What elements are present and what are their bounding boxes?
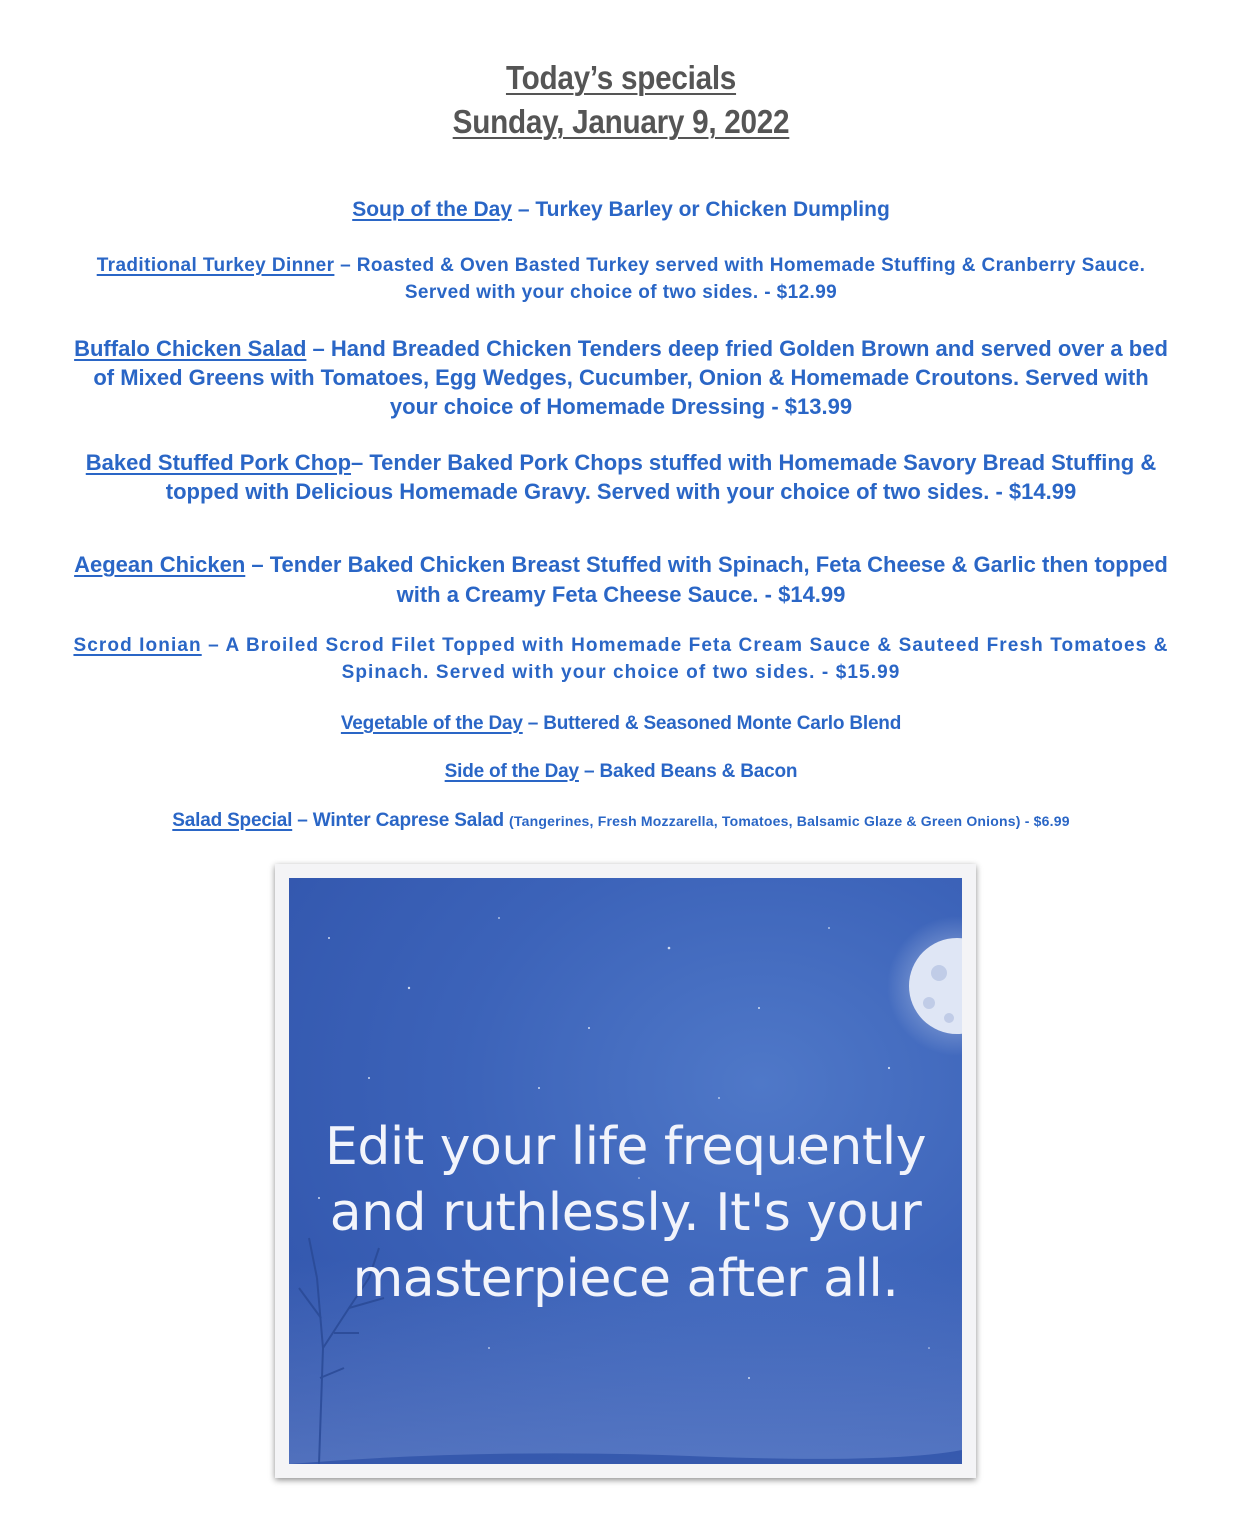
special-salad: [70, 808, 1172, 834]
special-separator: –: [292, 810, 313, 831]
special-separator: –: [522, 713, 544, 734]
special-separator: –: [512, 198, 536, 221]
special-name: Traditional Turkey Dinner: [96, 255, 335, 276]
quote-poster-frame: [275, 864, 976, 1478]
special-description: Winter Caprese Salad: [312, 810, 504, 831]
special-name: Baked Stuffed Pork Chop: [85, 450, 352, 475]
special-description: Baked Beans & Bacon: [599, 761, 798, 782]
special-detail: (Tangerines, Fresh Mozzarella, Tomatoes, Balsamic Glaze & Green Onions) - $6.99: [509, 813, 1070, 829]
special-description: Hand Breaded Chicken Tenders deep fried Golden Brown and served over a bed of Mixed Greens with Tomatoes, Egg Wedges, Cucumber, Onion & Homemade Croutons. Served with your choice of Homemade Dressing - $13.99: [93, 336, 1168, 419]
special-description: Tender Baked Chicken Breast Stuffed with Spinach, Feta Cheese & Garlic then topped with a Creamy Feta Cheese Sauce. - $14.99: [269, 552, 1168, 607]
special-name: Buffalo Chicken Salad: [74, 336, 307, 361]
quote-line: and ruthlessly. It's your: [329, 1183, 922, 1243]
special-name: Scrod Ionian: [73, 635, 202, 656]
special-name: Aegean Chicken: [74, 552, 246, 577]
special-name: Salad Special: [172, 810, 293, 831]
special-description: A Broiled Scrod Filet Topped with Homemade Feta Cream Sauce & Sauteed Fresh Tomatoes & Spinach. Served with your choice of two sides. - $15.99: [225, 635, 1169, 683]
special-scrod-ionian: [70, 632, 1172, 686]
special-description: Tender Baked Pork Chops stuffed with Homemade Savory Bread Stuffing & topped with Delicious Homemade Gravy. Served with your choice of two sides. - $14.99: [165, 450, 1157, 504]
quote-text: [289, 1114, 962, 1312]
page-title: Today’s specials: [505, 59, 737, 96]
special-separator: –: [201, 635, 226, 656]
special-vegetable: [70, 711, 1172, 737]
special-description: Roasted & Oven Basted Turkey served with Homemade Stuffing & Cranberry Sauce. Served with your choice of two sides. - $12.99: [356, 255, 1146, 303]
quote-poster: [289, 878, 962, 1464]
special-turkey-dinner: [70, 252, 1172, 306]
special-separator: –: [245, 552, 270, 577]
special-pork-chop: [70, 448, 1172, 506]
special-name: Vegetable of the Day: [340, 713, 523, 734]
page-date: Sunday, January 9, 2022: [452, 103, 790, 140]
special-separator: –: [351, 450, 370, 475]
special-separator: –: [334, 255, 357, 276]
special-name: Soup of the Day: [352, 198, 513, 221]
special-description: Turkey Barley or Chicken Dumpling: [535, 198, 890, 221]
special-soup: [70, 196, 1172, 224]
special-side: [70, 759, 1172, 785]
quote-line: Edit your life frequently: [325, 1117, 926, 1177]
special-name: Side of the Day: [444, 761, 579, 782]
special-separator: –: [306, 336, 331, 361]
quote-line: masterpiece after all.: [352, 1249, 899, 1309]
special-description: Buttered & Seasoned Monte Carlo Blend: [543, 713, 902, 734]
special-aegean-chicken: [70, 550, 1172, 610]
special-buffalo-chicken-salad: [70, 334, 1172, 421]
page-header: [0, 56, 1242, 144]
special-separator: –: [578, 761, 600, 782]
